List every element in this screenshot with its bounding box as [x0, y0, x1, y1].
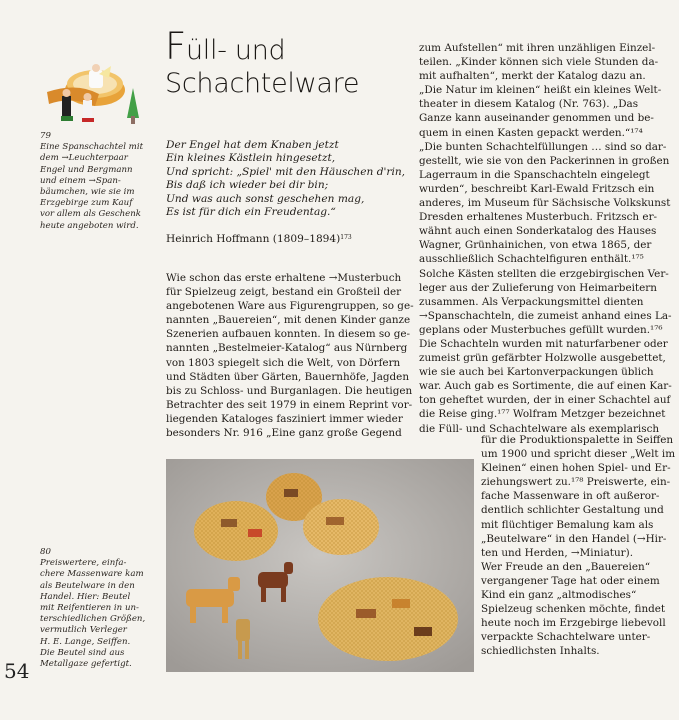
text-line: „Die bunten Schachtelfüllungen … sind so dar-	[419, 140, 667, 153]
chapter-title	[165, 25, 360, 100]
caption-line: terschiedlichen Größen,	[40, 614, 146, 625]
author-name: Heinrich Hoffmann (1809–1894)	[166, 233, 341, 245]
caption-line: Metallgaze gefertigt.	[40, 659, 132, 670]
caption-line: Preiswertere, einfa-	[40, 558, 127, 569]
title-initial: F	[165, 25, 186, 68]
caption-line: Die Beutel sind aus	[40, 647, 125, 658]
caption-line: als Beutelware in den	[40, 580, 135, 591]
caption-line: 79	[40, 131, 51, 141]
text-line: zumeist grün gefärbter Holzwolle ausgebettet,	[419, 352, 666, 365]
poem-author	[166, 232, 352, 246]
text-line: geplans oder Musterbuches gefüllt wurden.¹⁷⁶	[419, 323, 663, 336]
text-line: Dresden erhaltenes Musterbuch. Fritzsch er-	[419, 211, 658, 224]
text-line: ziehungswert zu.¹⁷⁸ Preiswerte, ein-	[481, 476, 671, 489]
text-line: fache Massenware in oft außeror-	[481, 490, 660, 503]
beutelware-photo	[166, 459, 474, 672]
text-line: verpackte Schachtelware unter-	[481, 631, 651, 644]
figure-80-caption	[40, 547, 152, 670]
text-line: wie sie auch bei Kartonverpackungen üblich	[419, 366, 654, 379]
text-line: →Spanschachteln, die zumeist anhand eines La-	[419, 309, 672, 322]
text-line: ton geheftet wurden, der in einer Schachtel auf	[419, 394, 671, 407]
text-line: vergangener Tage hat oder einem	[481, 574, 660, 587]
text-line: Szenerien aufbauen konnten. In diesem so ge-	[166, 328, 411, 341]
caption-line: Handel. Hier: Beutel	[40, 591, 131, 602]
caption-line: Erzgebirge zum Kauf	[40, 198, 133, 209]
poem-line: Bis daß ich wieder bei dir bin;	[166, 179, 329, 192]
poem-line: Es ist für dich ein Freudentag.“	[166, 206, 336, 219]
text-line: mit aufhalten“, merkt der Katalog dazu an.	[419, 70, 646, 83]
text-line: theater in diesem Katalog (Nr. 763). „Das	[419, 98, 639, 111]
text-line: Kind ein ganz „altmodisches“	[481, 589, 637, 602]
text-line: Die Schachteln wurden mit naturfarbener oder	[419, 337, 668, 350]
text-line: nannten „Bauereien“, mit denen Kinder ganze	[166, 314, 411, 327]
text-line: Ganze kann auseinander genommen und be-	[419, 112, 654, 125]
text-line: für Spielzeug zeigt, bestand ein Großteil der	[166, 286, 402, 299]
text-line: ausschließlich Schachtelfiguren enthält.¹⁷⁵	[419, 253, 644, 266]
text-line: gestellt, wie sie von den Packerinnen in großen	[419, 154, 670, 167]
poem-line: Ein kleines Kästlein hingesetzt,	[166, 152, 336, 165]
caption-line: bäumchen, wie sie im	[40, 187, 135, 198]
text-line: Spielzeug schenken möchte, findet	[481, 603, 666, 616]
text-line: Wer Freude an den „Bauereien“	[481, 560, 651, 573]
body-text-middle-column	[166, 271, 412, 440]
caption-line: vor allem als Geschenk	[40, 209, 142, 220]
title-line1: üll- und	[185, 35, 286, 66]
caption-line: Eine Spanschachtel mit	[40, 142, 144, 153]
text-line: war. Auch gab es Sortimente, die auf einen Kar-	[419, 380, 672, 393]
text-line: leger aus der Zulieferung von Heimarbeitern	[419, 281, 657, 294]
poem-line: Der Engel hat dem Knaben jetzt	[166, 139, 339, 151]
caption-line: mit Reifentieren in un-	[40, 603, 139, 614]
caption-line: 80	[40, 547, 51, 557]
text-line: teilen. „Kinder können sich viele Stunden da-	[419, 56, 659, 69]
text-line: „Beutelware“ in den Handel (→Hir-	[481, 532, 667, 545]
page-number: 54	[4, 659, 30, 683]
text-line: und Städten über Gärten, Bauernhöfe, Jagden	[166, 370, 410, 383]
figure-79-caption	[40, 131, 152, 232]
body-text-right-column-lower	[481, 433, 676, 659]
footnote-ref: 173	[340, 234, 352, 241]
caption-line: Engel und Bergmann	[40, 164, 133, 175]
poem-line: Und was auch sonst geschehen mag,	[166, 192, 365, 205]
caption-line: dem →Leuchterpaar	[40, 153, 128, 164]
poem-line: Und spricht: „Spiel' mit den Häuschen d'rin,	[166, 165, 406, 178]
caption-line: chere Massenware kam	[40, 569, 144, 580]
text-line: zum Aufstellen“ mit ihren unzähligen Einzel-	[419, 42, 656, 54]
caption-line: heute angeboten wird.	[40, 220, 139, 231]
text-line: anderes, im Museum für Sächsische Volkskunst	[419, 197, 671, 210]
text-line: um 1900 und spricht dieser „Welt im	[481, 448, 676, 461]
text-line: von 1803 spiegelt sich die Welt, von Dörfern	[166, 356, 401, 369]
epigraph-poem	[166, 139, 406, 219]
text-line: Wagner, Grünhainichen, von etwa 1865, der	[419, 239, 652, 252]
text-line: heute noch im Erzgebirge liebevoll	[481, 617, 666, 630]
title-line2: Schachtelware	[165, 68, 360, 99]
text-line: ten und Herden, →Miniatur).	[481, 546, 634, 559]
caption-line: und einem →Span-	[40, 175, 121, 186]
text-line: die Reise ging.¹⁷⁷ Wolfram Metzger bezeichnet	[419, 408, 666, 421]
text-line: Kleinen“ einen hohen Spiel- und Er-	[481, 462, 671, 475]
text-line: wurden“, beschreibt Karl-Ewald Fritzsch ein	[419, 182, 655, 195]
text-line: nannten „Bestelmeier-Katalog“ aus Nürnberg	[166, 342, 408, 355]
text-line: Wie schon das erste erhaltene →Musterbuch	[166, 272, 402, 284]
text-line: bis zu Schloss- und Burganlagen. Die heutigen	[166, 384, 413, 397]
text-line: „Die Natur im kleinen“ heißt ein kleines Welt-	[419, 84, 662, 97]
text-line: zusammen. Als Verpackungsmittel dienten	[419, 295, 644, 308]
body-text-right-column	[419, 41, 672, 436]
text-line: dentlich schlichter Gestaltung und	[481, 504, 664, 517]
text-line: schiedlichsten Inhalts.	[481, 645, 600, 658]
text-line: angebotenen Ware aus Figurengruppen, so ge-	[166, 300, 414, 313]
text-line: mit flüchtiger Bemalung kam als	[481, 518, 654, 531]
caption-line: H. E. Lange, Seiffen.	[40, 636, 131, 647]
text-line: wähnt auch einen Sonderkatalog des Hauses	[419, 225, 657, 238]
text-line: Solche Kästen stellten die erzgebirgischen Ver-	[419, 267, 669, 280]
text-line: Lagerraum in die Spanschachteln eingelegt	[419, 168, 650, 181]
caption-line: vermutlich Verleger	[40, 625, 127, 636]
text-line: die Füll- und Schachtelware als exemplarisch	[419, 422, 660, 435]
text-line: besonders Nr. 916 „Eine ganz große Gegend	[166, 427, 402, 440]
text-line: Betrachter des seit 1979 in einem Reprint vor-	[166, 398, 413, 411]
spanschachtel-illustration	[37, 48, 145, 128]
text-line: quem in einen Kasten gepackt werden.“¹⁷⁴	[419, 126, 643, 139]
text-line: für die Produktionspalette in Seiffen	[481, 434, 674, 446]
text-line: liegenden Kataloges fasziniert immer wieder	[166, 412, 403, 425]
